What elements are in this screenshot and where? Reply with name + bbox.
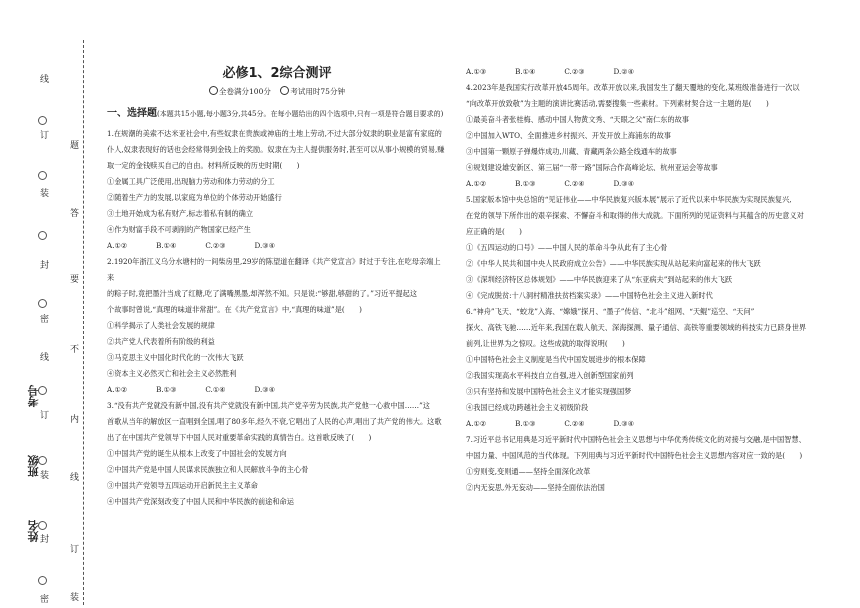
question-line: 出了在中国共产党领导下中国人民对重要革命实践的真情告白。这首歌反映了( ) [107,433,372,442]
page-title: 必修1、2综合测评 [222,66,332,81]
clock-icon [280,86,289,95]
question-line: ②我国实现高水平科技自立自强,进入创新型国家前列 [466,371,634,380]
binding-char: 线 [40,75,50,85]
question-line: “向改革开放致敬”为主题的演讲比赛活动,需要搜集一些素材。下列素材契合这一主题的是( ) [466,99,769,108]
binding-cut-line [83,40,84,605]
binding-char: 密 [40,595,50,605]
binding-char: 不 [70,345,80,355]
answer-options: A.①③ B.①④ C.②③ D.②④ [466,67,635,76]
binding-hole [38,560,50,605]
question-line: ③马克思主义中国化时代化的一次伟大飞跃 [107,353,244,362]
binding-char: 订 [70,545,80,555]
question-line: ③《深圳经济特区总体规划》——中华民族迎来了从“东亚病夫”到站起来的伟大飞跃 [466,275,733,284]
question-line: 取一定的金钱赎买自己的自由。材料所反映的历史时期( ) [107,161,300,170]
answer-options: A.①② B.①③ C.②④ D.③④ [466,419,635,428]
question-line: 5.国家版本馆中央总馆的“见证伟业——中华民族复兴版本展”展示了近代以来中华民族为实现民族复兴, [466,195,792,204]
binding-hole [38,215,47,260]
question-line: ①金属工具广泛使用,出现脑力劳动和体力劳动的分工 [107,177,275,186]
exam-meta [107,84,447,100]
question-line: 应正确的是( ) [466,227,522,236]
question-line: ①穷则变,变则通——坚持全面深化改革 [466,467,591,476]
question-line: ③中国第一颗原子弹爆炸成功,川藏、青藏两条公路全线通车的故事 [466,147,677,156]
question-line: ④资本主义必然灭亡和社会主义必然胜利 [107,369,237,378]
binding-margin [0,0,90,608]
question-line: ③土地开始成为私有财产,标志着私有制的确立 [107,209,254,218]
binding-char: 封 [40,535,50,545]
question-line: 7.习近平总书记用典是习近平新时代中国特色社会主义思想与中华优秀传统文化的对接与交融,是中国智慧、 [466,435,806,444]
binding-char: 订 [40,131,50,141]
class-label: 班级 [27,455,40,477]
question-line: 2.1920年浙江义乌分水塘村的一间柴房里,29岁的陈望道在翻译《共产党宣言》时过于专注,在吃母亲端上来 [107,257,441,282]
binding-hole [38,283,50,328]
question-line: ②内无妄思,外无妄动——坚持全面依法治国 [466,483,605,492]
question-line: ①最美奋斗者张桂梅、感动中国人物黄文秀、“天眼之父”南仁东的故事 [466,115,689,124]
question-line: 的粽子时,竟把墨汁当成了红糖,吃了满嘴黑墨,却浑然不知。只是说:“够甜,够甜的了。”习近平提起这 [107,289,418,298]
answer-options: A.①② B.①④ C.②③ D.③④ [107,241,276,250]
question-line: ④我国已经成功跨越社会主义初级阶段 [466,403,589,412]
question-line: 个故事时曾说,“真理的味道非常甜”。在《共产党宣言》中,“真理的味道”是( ) [107,305,362,314]
question-line: ②中国共产党是中国人民谋求民族独立和人民解放斗争的主心骨 [107,465,309,474]
question-line: ②共产党人代表着所有阶级的利益 [107,337,215,346]
binding-char: 密 [40,315,50,325]
question-line: ①《五四运动的口号》——中国人民的革命斗争从此有了主心骨 [466,243,668,252]
binding-hole [38,155,50,200]
question-line: ①科学揭示了人类社会发展的规律 [107,321,215,330]
question-line: ④规划建设雄安新区、第三届“一带一路”国际合作高峰论坛、杭州亚运会等故事 [466,163,718,172]
binding-char: 线 [70,473,80,483]
section-title: 一、选择题 [107,108,157,119]
binding-hole [38,100,50,145]
exam-number-label: 考号 [27,385,40,407]
question-line: 中国力量、中国风范的当代体现。下列用典与习近平新时代中国特色社会主义思想内容对应一致的是( ) [466,451,803,460]
binding-char: 要 [70,275,80,285]
right-column [466,64,811,496]
binding-char: 装 [70,593,80,603]
binding-char: 内 [70,415,80,425]
question-line: 仆人,奴隶表现好的话也会经常得到金钱上的奖励。奴隶在为主人提供服务时,甚至可以从事小规模的贸易,赚 [107,145,445,154]
time-text: 考试用时75分钟 [290,87,345,96]
question-line: 探火、高铁飞驰……近年来,我国在载人航天、深海探测、量子通信、高铁等重要领域的科技实力已跻身世界 [466,323,807,332]
question-line: ④作为财富手段不可剥削的产物国家已经产生 [107,225,251,234]
answer-options: A.①② B.①③ C.①④ D.③④ [107,385,276,394]
question-line: ①中国共产党的诞生从根本上改变了中国社会的发展方向 [107,449,287,458]
binding-char: 题 [70,141,80,151]
question-line: ③只有坚持和发展中国特色社会主义才能实现强国梦 [466,387,632,396]
section-header [107,106,447,122]
score-text: 全卷满分100分 [219,87,271,96]
question-line: ②《中华人民共和国中央人民政府成立公告》——中华民族实现从站起来向富起来的伟大飞跃 [466,259,761,268]
question-line: 前列,让世界为之惊叹。这些成就的取得说明( ) [466,339,625,348]
question-line: 首歌从当年的解放区一直唱到全国,唱了80多年,经久不衰,它唱出了人民的心声,唱出了共产党的伟大。这歌 [107,417,442,426]
question-line: 6.“神舟”飞天、“蛟龙”入海、“嫦娥”探月、“墨子”传信、“北斗”组网、“天鲲”巡空、“天问” [466,307,755,316]
question-line: ④《完成脱贫:十八洞村精准扶贫档案实录》——中国特色社会主义进入新时代 [466,291,713,300]
question-line: ②随着生产力的发展,以家庭为单位的个体劳动开始盛行 [107,193,282,202]
question-line: ④中国共产党深刻改变了中国人民和中华民族的前途和命运 [107,497,294,506]
binding-char: 封 [40,261,50,271]
name-label: 姓名 [27,520,40,542]
binding-char: 订 [40,411,50,421]
binding-char: 装 [40,471,50,481]
question-line: 在党的领导下所作出的艰辛探索、不懈奋斗和取得的伟大成就。下面所列的见证资料与其蕴含的历史意义对 [466,211,804,220]
question-line: 4.2023年是我国实行改革开放45周年。改革开放以来,我国发生了翻天覆地的变化,某班级准备进行一次以 [466,83,800,92]
binding-char: 答 [70,209,80,219]
question-line: 3.“没有共产党就没有新中国,没有共产党就没有新中国,共产党辛劳为民族,共产党他一心救中国……”这 [107,401,430,410]
question-line: ②中国加入WTO、全面推进乡村振兴、开发开放上海浦东的故事 [466,131,671,140]
binding-char: 线 [40,353,50,363]
answer-options: A.①② B.①③ C.②④ D.③④ [466,179,635,188]
question-line: ③中国共产党领导五四运动开启新民主主义革命 [107,481,258,490]
score-icon [209,86,218,95]
question-line: 1.在规潮的美索不达米亚社会中,有些奴隶在贵族或神庙的土地上劳动,不过大部分奴隶的职业是富有家庭的 [107,129,442,138]
left-column [107,62,447,510]
section-note: (本题共15小题,每小题3分,共45分。在每小题给出的四个选项中,只有一项是符合题目要求的) [157,110,444,118]
binding-char: 装 [40,189,50,199]
question-line: ①中国特色社会主义制度是当代中国发展进步的根本保障 [466,355,646,364]
